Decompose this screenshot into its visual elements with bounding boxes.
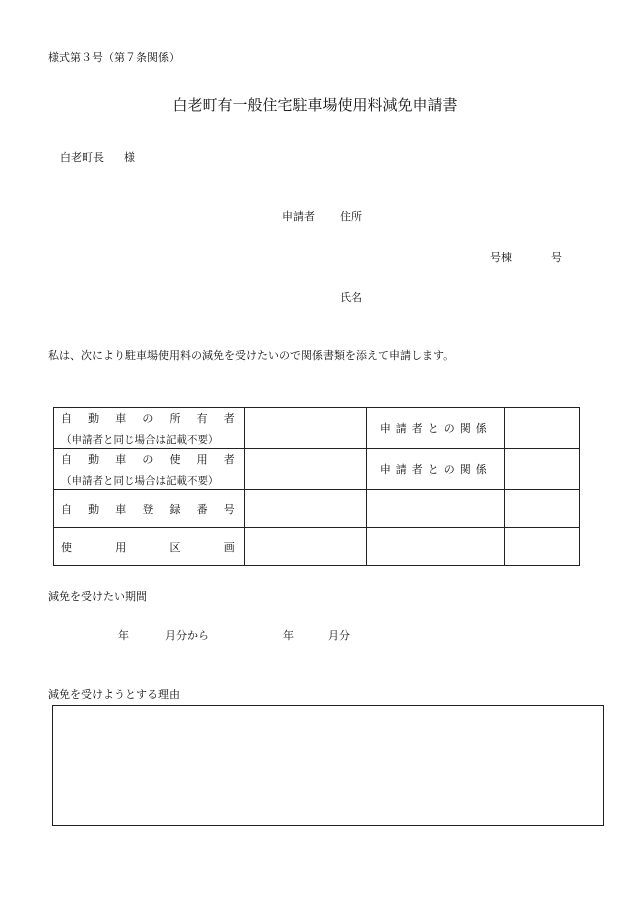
table-row xyxy=(54,528,580,566)
registration-input-cell-2[interactable] xyxy=(367,490,505,528)
room-number-label: 号 xyxy=(551,251,562,264)
address-label: 住所 xyxy=(340,210,362,223)
user-note: （申請者と同じ場合は記載不要） xyxy=(61,474,219,487)
user-label: 自 動 車 の 使 用 者 xyxy=(61,452,235,466)
owner-relation-label: 申請者との関係 xyxy=(367,408,505,449)
registration-input-cell[interactable] xyxy=(244,490,367,528)
owner-label: 自 動 車 の 所 有 者 xyxy=(61,411,235,425)
section-label-cell xyxy=(54,528,245,566)
user-input-cell[interactable] xyxy=(244,449,367,490)
reason-label: 減免を受けようとする理由 xyxy=(48,688,180,701)
period-month-from-label: 月分から xyxy=(165,629,209,642)
user-relation-label: 申請者との関係 xyxy=(367,449,505,490)
user-label-cell xyxy=(54,449,245,490)
section-input-cell-3[interactable] xyxy=(505,528,580,566)
section-input-cell-2[interactable] xyxy=(367,528,505,566)
document-title: 白老町有一般住宅駐車場使用料減免申請書 xyxy=(172,96,458,114)
owner-relation-input-cell[interactable] xyxy=(505,408,580,449)
section-label: 使 用 区 画 xyxy=(61,540,235,554)
period-month-to-label: 月分 xyxy=(328,629,350,642)
table-row xyxy=(54,490,580,528)
applicant-label: 申請者 xyxy=(282,210,315,223)
table-row xyxy=(54,408,580,449)
section-input-cell[interactable] xyxy=(244,528,367,566)
registration-label-cell xyxy=(54,490,245,528)
application-statement: 私は、次により駐車場使用料の減免を受けたいので関係書類を添えて申請します。 xyxy=(48,349,455,362)
period-year-to-label: 年 xyxy=(283,629,294,642)
owner-input-cell[interactable] xyxy=(244,408,367,449)
owner-label-cell xyxy=(54,408,245,449)
registration-input-cell-3[interactable] xyxy=(505,490,580,528)
registration-label: 自 動 車 登 録 番 号 xyxy=(61,502,235,516)
owner-note: （申請者と同じ場合は記載不要） xyxy=(61,433,219,446)
addressee xyxy=(60,152,135,163)
user-relation-input-cell[interactable] xyxy=(505,449,580,490)
building-number-label: 号棟 xyxy=(490,251,512,264)
reason-input-box[interactable] xyxy=(52,705,604,826)
period-label: 減免を受けたい期間 xyxy=(48,590,147,603)
vehicle-info-table xyxy=(53,407,580,566)
addressee-suffix: 様 xyxy=(124,151,135,164)
form-number: 様式第３号（第７条関係） xyxy=(48,51,180,64)
name-label: 氏名 xyxy=(340,291,362,304)
table-row xyxy=(54,449,580,490)
period-year-from-label: 年 xyxy=(118,629,129,642)
addressee-name: 白老町長 xyxy=(60,151,104,164)
